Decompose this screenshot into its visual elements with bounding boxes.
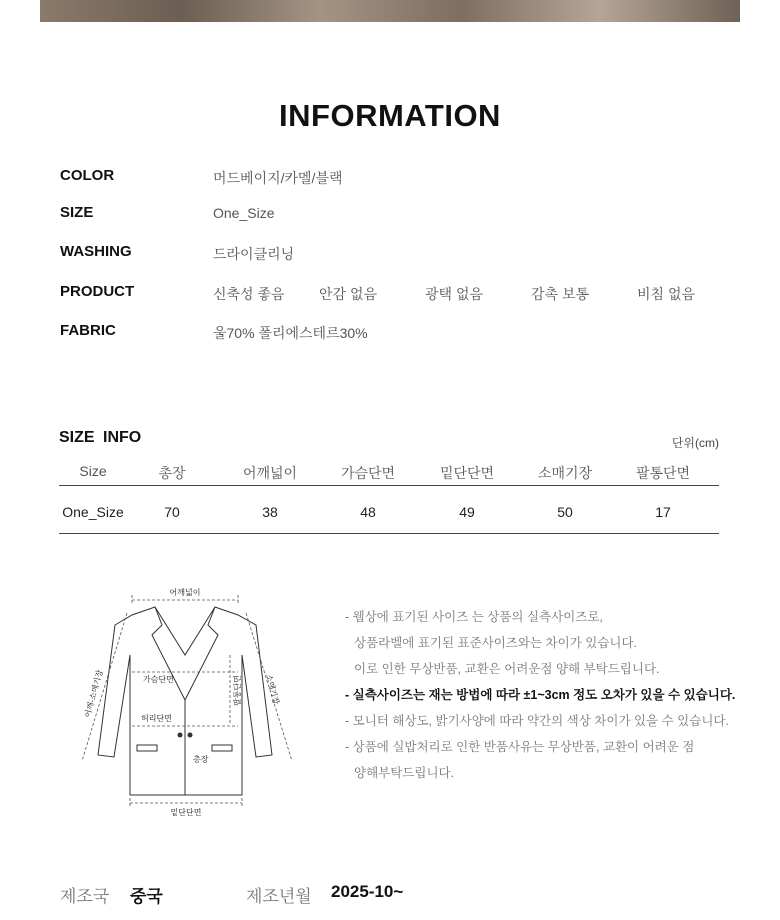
manufacture-date-label: 제조년월 (246, 887, 312, 906)
table-header-cell: 밑단단면 (439, 465, 495, 481)
table-cell: 48 (360, 504, 376, 520)
info-label: WASHING (60, 243, 132, 260)
table-row (59, 486, 719, 534)
note-line: 이로 인한 무상반품, 교환은 어려운점 양해 부탁드립니다. (354, 662, 660, 676)
info-value: One_Size (213, 205, 275, 221)
diagram-label-shoulder: 어깨넓이 (169, 588, 201, 597)
note-line: - 웹상에 표기된 사이즈 는 상품의 실측사이즈로, (345, 610, 603, 624)
product-attribute: 안감 없음 (319, 286, 377, 302)
diagram-label-waist: 허리단면 (141, 714, 172, 723)
product-attribute: 광택 없음 (425, 286, 483, 302)
diagram-label-sleeve-left: 어깨-소매기장 (83, 668, 105, 719)
table-cell: 50 (557, 504, 573, 520)
info-value: 머드베이지/카멜/블랙 (213, 170, 343, 186)
country-label: 제조국 (60, 887, 110, 906)
info-value: 울70% 폴리에스테르30% (213, 325, 368, 341)
table-cell: One_Size (62, 504, 124, 520)
table-cell: 49 (459, 504, 475, 520)
info-row-product (60, 283, 740, 303)
info-label: COLOR (60, 167, 115, 184)
table-header-row (59, 455, 719, 486)
diagram-label-chest: 가슴단면 (143, 675, 174, 684)
size-table (59, 455, 719, 534)
info-row-fabric (60, 322, 740, 342)
country-value: 중국 (130, 887, 163, 906)
size-notes (345, 607, 745, 789)
product-photo-strip (40, 0, 740, 22)
table-header-cell: 가슴단면 (340, 465, 396, 481)
product-attribute: 감촉 보통 (531, 286, 589, 302)
product-attribute: 비침 없음 (637, 286, 695, 302)
product-attribute: 신축성 좋음 (213, 286, 285, 302)
info-label: PRODUCT (60, 283, 135, 300)
jacket-collar (152, 607, 218, 700)
table-cell: 38 (262, 504, 278, 520)
info-row-color (60, 167, 740, 187)
note-line: 상품라벨에 표기된 표준사이즈와는 차이가 있습니다. (354, 636, 638, 650)
info-row-size (60, 204, 740, 224)
diagram-label-armhole: 팔통단면 (233, 675, 242, 706)
diagram-label-hem: 밑단단면 (170, 808, 202, 817)
info-row-washing (60, 243, 740, 263)
table-cell: 70 (164, 504, 180, 520)
table-header-cell: 소매기장 (537, 465, 593, 481)
table-cell: 17 (655, 504, 671, 520)
info-label: SIZE (60, 204, 94, 221)
diagram-label-length: 총장 (193, 755, 209, 764)
note-line-emphasis: - 실측사이즈는 재는 방법에 따라 ±1~3cm 정도 오차가 있을 수 있습니다. (345, 688, 736, 702)
size-info-title: SIZE INFO (59, 429, 142, 446)
note-line: 양해부탁드립니다. (354, 766, 455, 780)
table-header-cell: Size (79, 463, 107, 479)
section-title: INFORMATION (279, 98, 501, 133)
table-header-cell: 총장 (158, 465, 186, 481)
unit-label: 단위(cm) (671, 436, 719, 450)
note-line: - 모니터 해상도, 밝기사양에 따라 약간의 색상 차이가 있을 수 있습니다. (345, 714, 729, 728)
diagram-label-sleeve: 소매기장 (264, 673, 281, 706)
info-label: FABRIC (60, 322, 116, 339)
info-value: 드라이클리닝 (213, 246, 295, 262)
note-line: - 상품에 실밥처리로 인한 반품사유는 무상반품, 교환이 어려운 점 (345, 740, 695, 754)
table-header-cell: 어깨넓이 (242, 465, 298, 481)
table-header-cell: 팔통단면 (635, 465, 691, 481)
manufacture-date-value: 2025-10~ (331, 882, 404, 901)
jacket-measurement-diagram (70, 585, 300, 820)
